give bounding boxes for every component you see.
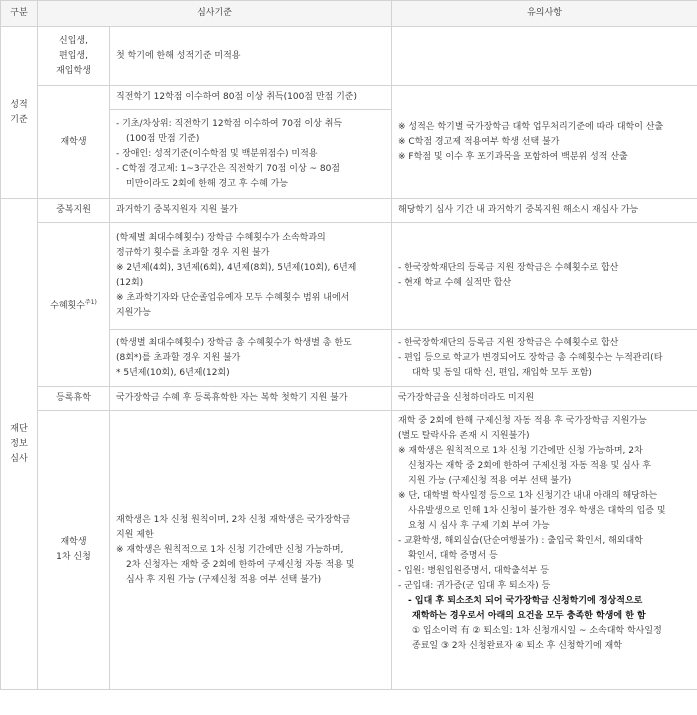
category-grade-line: 기준	[10, 114, 28, 125]
note-line: 사유발생으로 인해 1차 신청이 불가한 경우 학생은 대학의 입증 및	[408, 506, 666, 516]
note-line: ① 입소이력 有 ② 퇴소일: 1차 신청개시일 ~ 소속대학 학사일정	[412, 626, 662, 636]
category-foundation-line: 정보	[10, 438, 28, 449]
subcategory-count	[38, 223, 110, 387]
sub-line: 1차 신청	[56, 552, 91, 562]
notes-first-round	[392, 411, 697, 690]
row-enrolled-a	[1, 86, 697, 110]
note-line: 종료일 ③ 2차 신청완료자 ④ 퇴소 후 신청학기에 재학	[412, 641, 622, 651]
crit-line: ※ 초과학기자와 단순졸업유예자 모두 수혜횟수 범위 내에서	[116, 293, 350, 303]
note-line: - 군입대: 귀가증(군 입대 후 퇴소자) 등	[398, 581, 551, 591]
subcategory-new	[38, 27, 110, 86]
notes-count-program	[392, 223, 697, 330]
subcategory-leave: 등록휴학	[38, 387, 110, 411]
header-criteria: 심사기준	[38, 1, 392, 27]
crit-line: * 5년제(10회), 6년제(12회)	[116, 367, 230, 378]
crit-line: 심사 후 지원 가능 (구제신청 적용 여부 선택 불가)	[126, 574, 322, 585]
footnote-mark: 주1)	[84, 299, 97, 306]
note-line: - 입대 후 퇴소조치 되어 국가장학금 신청학기에 정상적으로	[408, 596, 643, 606]
crit-line: - C학점 경고제: 1~3구간은 직전학기 70점 이상 ~ 80점	[116, 163, 340, 174]
crit-line: 지원가능	[116, 308, 151, 318]
subcategory-enrolled: 재학생	[38, 86, 110, 199]
crit-line: ※ 재학생은 원칙적으로 1차 신청 기간에만 신청 가능하며,	[116, 544, 344, 555]
crit-line: 미만이라도 2회에 한해 경고 후 수혜 가능	[126, 178, 288, 189]
row-count-a	[1, 223, 697, 330]
crit-line: (8회*)를 초과할 경우 지원 불가	[116, 352, 241, 363]
crit-line: 2차 신청자는 재학 중 2회에 한하여 구제신청 자동 적용 및	[126, 559, 355, 570]
crit-line: (100점 만점 기준)	[126, 133, 200, 144]
crit-line: ※ 2년제(4회), 3년제(6회), 4년제(8회), 5년제(10회), 6년제	[116, 263, 357, 273]
category-foundation	[1, 199, 38, 690]
sub-label: 수혜횟수	[50, 301, 85, 311]
notes-leave: 국가장학금을 신청하더라도 미지원	[392, 387, 697, 411]
row-first-round	[1, 411, 697, 690]
criteria-new: 첫 학기에 한해 성적기준 미적용	[110, 27, 392, 86]
header-notes: 유의사항	[392, 1, 697, 27]
row-leave	[1, 387, 697, 411]
header-category: 구분	[1, 1, 38, 27]
row-duplicate	[1, 199, 697, 223]
criteria-enrolled-main: 직전학기 12학점 이수하여 80점 이상 취득(100점 만점 기준)	[110, 86, 392, 110]
criteria-first-round	[110, 411, 392, 690]
row-new-students	[1, 27, 697, 86]
notes-count-student	[392, 330, 697, 387]
note-line: - 한국장학재단의 등록금 지원 장학금은 수혜횟수로 합산	[398, 263, 619, 273]
crit-line: - 기초/차상위: 직전학기 12학점 이수하여 70점 이상 취득	[116, 118, 343, 129]
note-line: ※ 재학생은 원칙적으로 1차 신청 기간에만 신청 가능하며, 2차	[398, 446, 643, 456]
category-foundation-line: 재단	[10, 423, 28, 434]
note-line: ※ 성적은 학기별 국가장학금 대학 업무처리기준에 따라 대학이 산출	[398, 121, 664, 132]
note-line: (별도 탈락사유 존재 시 지원불가)	[398, 431, 530, 441]
note-line: - 입원: 병원입원증명서, 대학출석부 등	[398, 566, 549, 576]
note-line: ※ 단, 대학별 학사일정 등으로 1차 신청기간 내내 아래의 해당하는	[398, 491, 658, 501]
criteria-duplicate: 과거학기 중복지원자 지원 불가	[110, 199, 392, 223]
sub-line: 편입생,	[59, 50, 88, 61]
criteria-count-student	[110, 330, 392, 387]
crit-line: 정규학기 횟수를 초과할 경우 지원 불가	[116, 248, 270, 258]
note-line: - 한국장학재단의 등록금 지원 장학금은 수혜횟수로 합산	[398, 337, 619, 348]
note-line: - 현재 학교 수혜 실적만 합산	[398, 278, 512, 288]
subcategory-duplicate: 중복지원	[38, 199, 110, 223]
note-line: 지원 가능 (구제신청 적용 여부 선택 불가)	[408, 476, 572, 486]
note-line: 요청 시 심사 후 구제 기회 부여 가능	[408, 521, 550, 531]
crit-line: 재학생은 1차 신청 원칙이며, 2차 신청 재학생은 국가장학금	[116, 514, 351, 525]
note-line: - 편입 등으로 학교가 변경되어도 장학금 총 수혜횟수는 누적관리(타	[398, 352, 663, 363]
crit-line: - 장애인: 성적기준(이수학점 및 백분위점수) 미적용	[116, 148, 318, 159]
crit-line: (학제별 최대수혜횟수) 장학금 수혜횟수가 소속학과의	[116, 233, 326, 243]
criteria-count-program	[110, 223, 392, 330]
notes-duplicate: 해당학기 심사 기간 내 과거학기 중복지원 해소시 재심사 가능	[392, 199, 697, 223]
note-line: 신청자는 재학 중 2회에 한하여 구제신청 자동 적용 및 심사 후	[408, 461, 651, 471]
criteria-leave: 국가장학금 수혜 후 등록휴학한 자는 복학 첫학기 지원 불가	[110, 387, 392, 411]
crit-line: (학생별 최대수혜횟수) 장학금 총 수혜횟수가 학생별 총 한도	[116, 337, 352, 348]
notes-enrolled	[392, 86, 697, 199]
category-grade-line: 성적	[10, 99, 28, 110]
category-grade	[1, 27, 38, 199]
header-row	[1, 1, 697, 27]
crit-line: 지원 제한	[116, 529, 154, 540]
note-line: - 교환학생, 해외실습(단순여행불가) : 출입국 확인서, 해외대학	[398, 536, 643, 546]
note-line: 재학 중 2회에 한해 구제신청 자동 적용 후 국가장학금 지원가능	[398, 416, 647, 426]
note-line: 대학 및 동일 대학 신, 편입, 재입학 모두 포함)	[412, 367, 592, 378]
note-line: 재학하는 경우로서 아래의 요건을 모두 충족한 학생에 한 함	[412, 611, 646, 621]
sub-line: 재학생	[60, 537, 87, 547]
notes-new	[392, 27, 697, 86]
sub-line: 신입생,	[59, 35, 88, 46]
category-foundation-line: 심사	[10, 453, 28, 464]
subcategory-first-round	[38, 411, 110, 690]
note-line: 확인서, 대학 증명서 등	[408, 551, 498, 561]
note-line: ※ F학점 및 이수 후 포기과목을 포함하여 백분위 성적 산출	[398, 151, 628, 162]
sub-line: 재입학생	[56, 65, 91, 76]
crit-line: (12회)	[116, 278, 144, 288]
note-line: ※ C학점 경고제 적용여부 학생 선택 불가	[398, 136, 560, 147]
criteria-enrolled-exceptions	[110, 110, 392, 199]
